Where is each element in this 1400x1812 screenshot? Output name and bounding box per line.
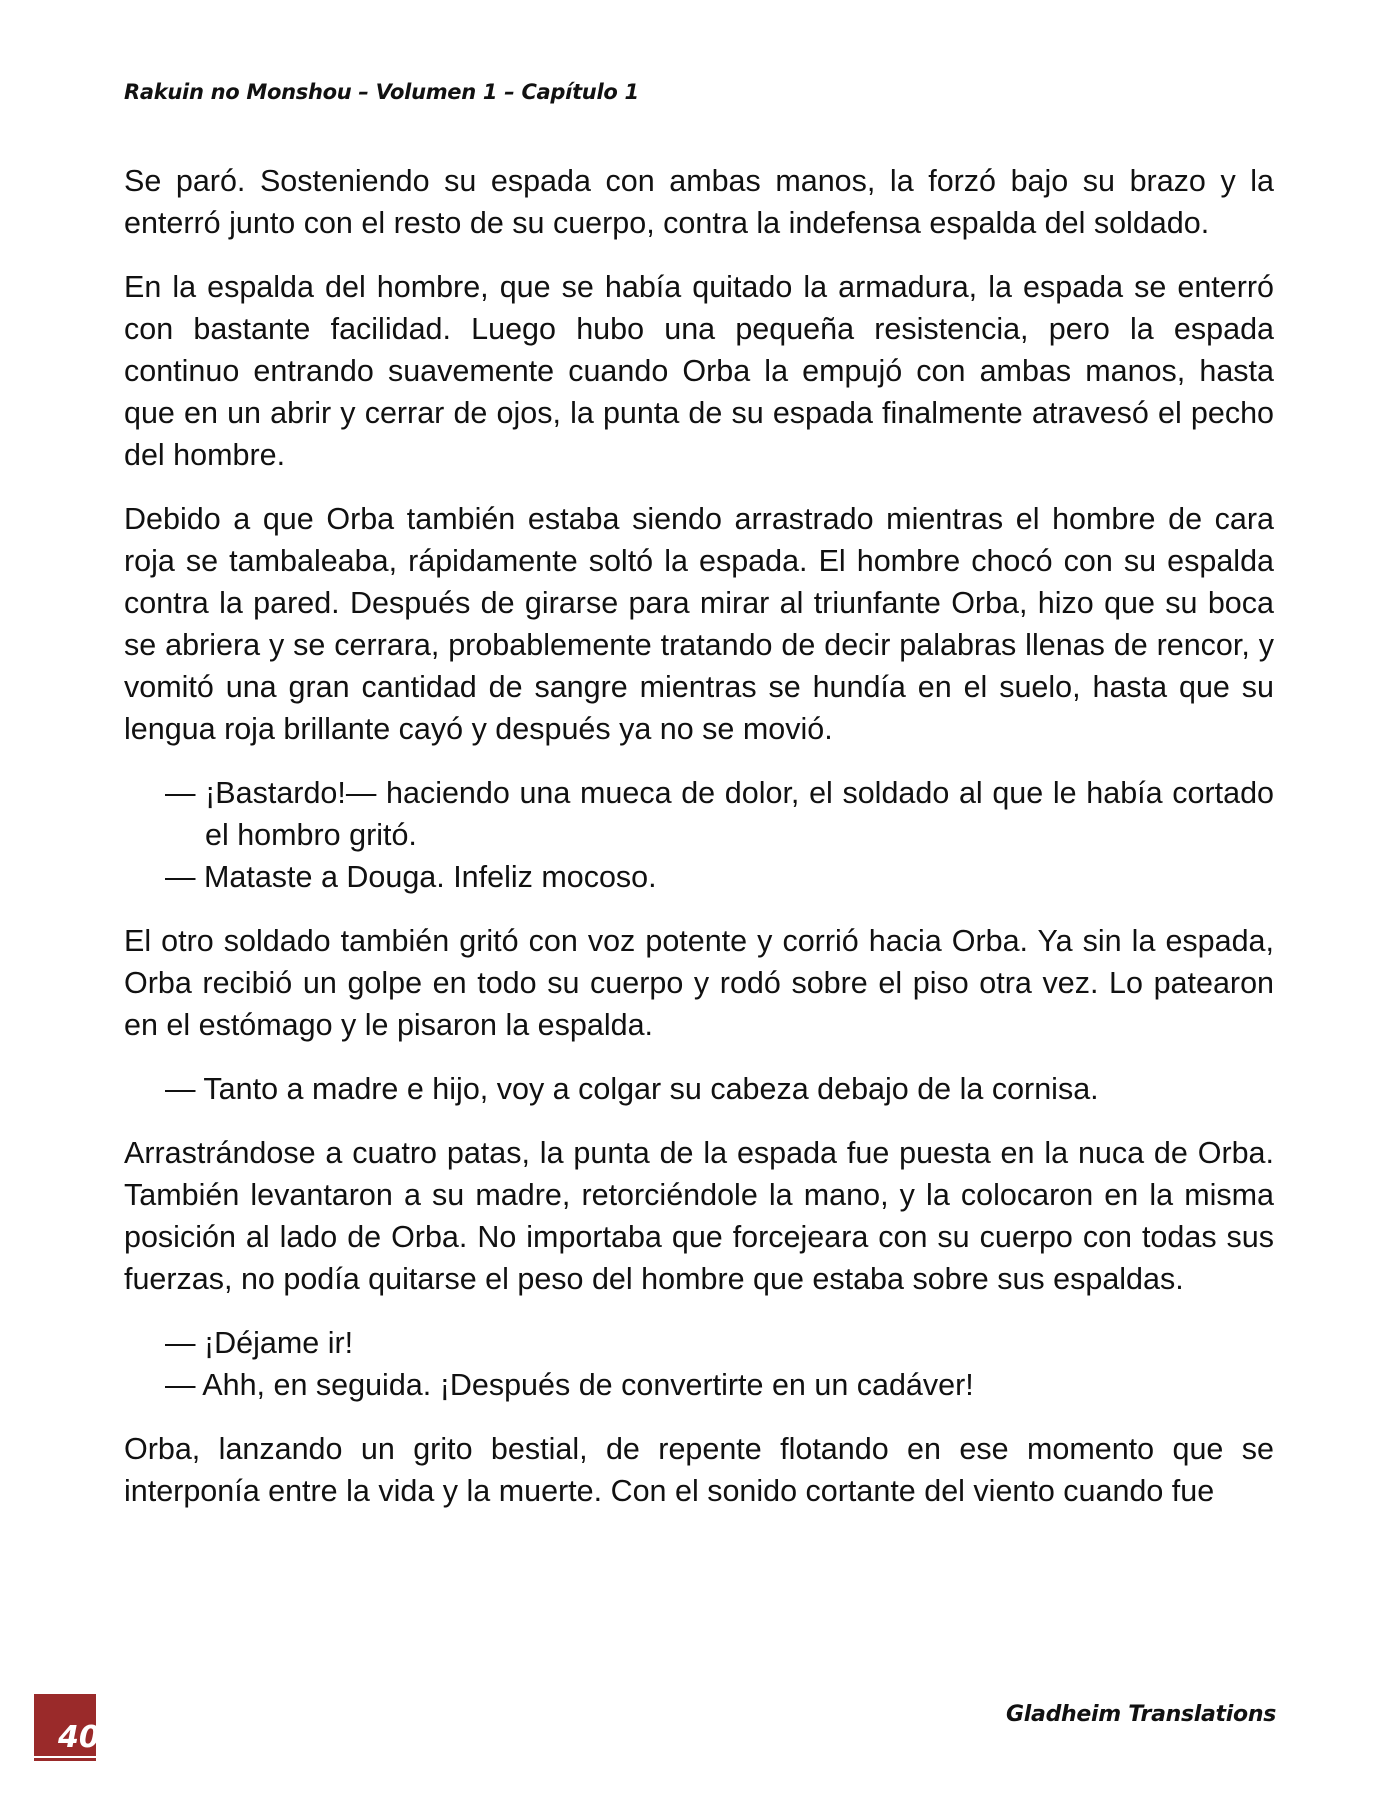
paragraph: Arrastrándose a cuatro patas, la punta de la espada fue puesta en la nuca de Orba. También levantaron a su madre, retorciéndole la mano, y la colocaron en la misma posición al lado de Orba. No importaba que forcejeara con su cuerpo con todas sus fuerzas, no podía quitarse el peso del hombre que estaba sobre sus espaldas.	[124, 1136, 1274, 1296]
dialogue-line: — Ahh, en seguida. ¡Después de convertirte en un cadáver!	[165, 1368, 974, 1402]
running-header: Rakuin no Monshou – Volumen 1 – Capítulo 1	[124, 80, 639, 104]
chapter-text	[124, 160, 1274, 1534]
dialogue-line: — Tanto a madre e hijo, voy a colgar su cabeza debajo de la cornisa.	[165, 1072, 1099, 1106]
dialogue-line: — ¡Bastardo!— haciendo una mueca de dolor, el soldado al que le había cortado el hombro gritó.	[165, 776, 1274, 852]
dialogue-line: — Mataste a Douga. Infeliz mocoso.	[165, 860, 657, 894]
paragraph: El otro soldado también gritó con voz potente y corrió hacia Orba. Ya sin la espada, Orba recibió un golpe en todo su cuerpo y rodó sobre el piso otra vez. Lo patearon en el estómago y le pisaron la espalda.	[124, 924, 1274, 1042]
paragraph: Debido a que Orba también estaba siendo arrastrado mientras el hombre de cara roja se tambaleaba, rápidamente soltó la espada. El hombre chocó con su espalda contra la pared. Después de girarse para mirar al triunfante Orba, hizo que su boca se abriera y se cerrara, probablemente tratando de decir palabras llenas de rencor, y vomitó una gran cantidad de sangre mientras se hundía en el suelo, hasta que su lengua roja brillante cayó y después ya no se movió.	[124, 502, 1274, 746]
paragraph: En la espalda del hombre, que se había quitado la armadura, la espada se enterró con bastante facilidad. Luego hubo una pequeña resistencia, pero la espada continuo entrando suavemente cuando Orba la empujó con ambas manos, hasta que en un abrir y cerrar de ojos, la punta de su espada finalmente atravesó el pecho del hombre.	[124, 270, 1274, 472]
paragraph: Orba, lanzando un grito bestial, de repente flotando en ese momento que se interponía entre la vida y la muerte. Con el sonido cortante del viento cuando fue	[124, 1432, 1274, 1508]
page-number: 40	[58, 1720, 100, 1755]
dialogue-line: — ¡Déjame ir!	[165, 1326, 354, 1360]
page-number-underline	[34, 1758, 96, 1761]
footer-credit: Gladheim Translations	[1006, 1702, 1276, 1727]
paragraph: Se paró. Sosteniendo su espada con ambas manos, la forzó bajo su brazo y la enterró junto con el resto de su cuerpo, contra la indefensa espalda del soldado.	[124, 164, 1274, 240]
